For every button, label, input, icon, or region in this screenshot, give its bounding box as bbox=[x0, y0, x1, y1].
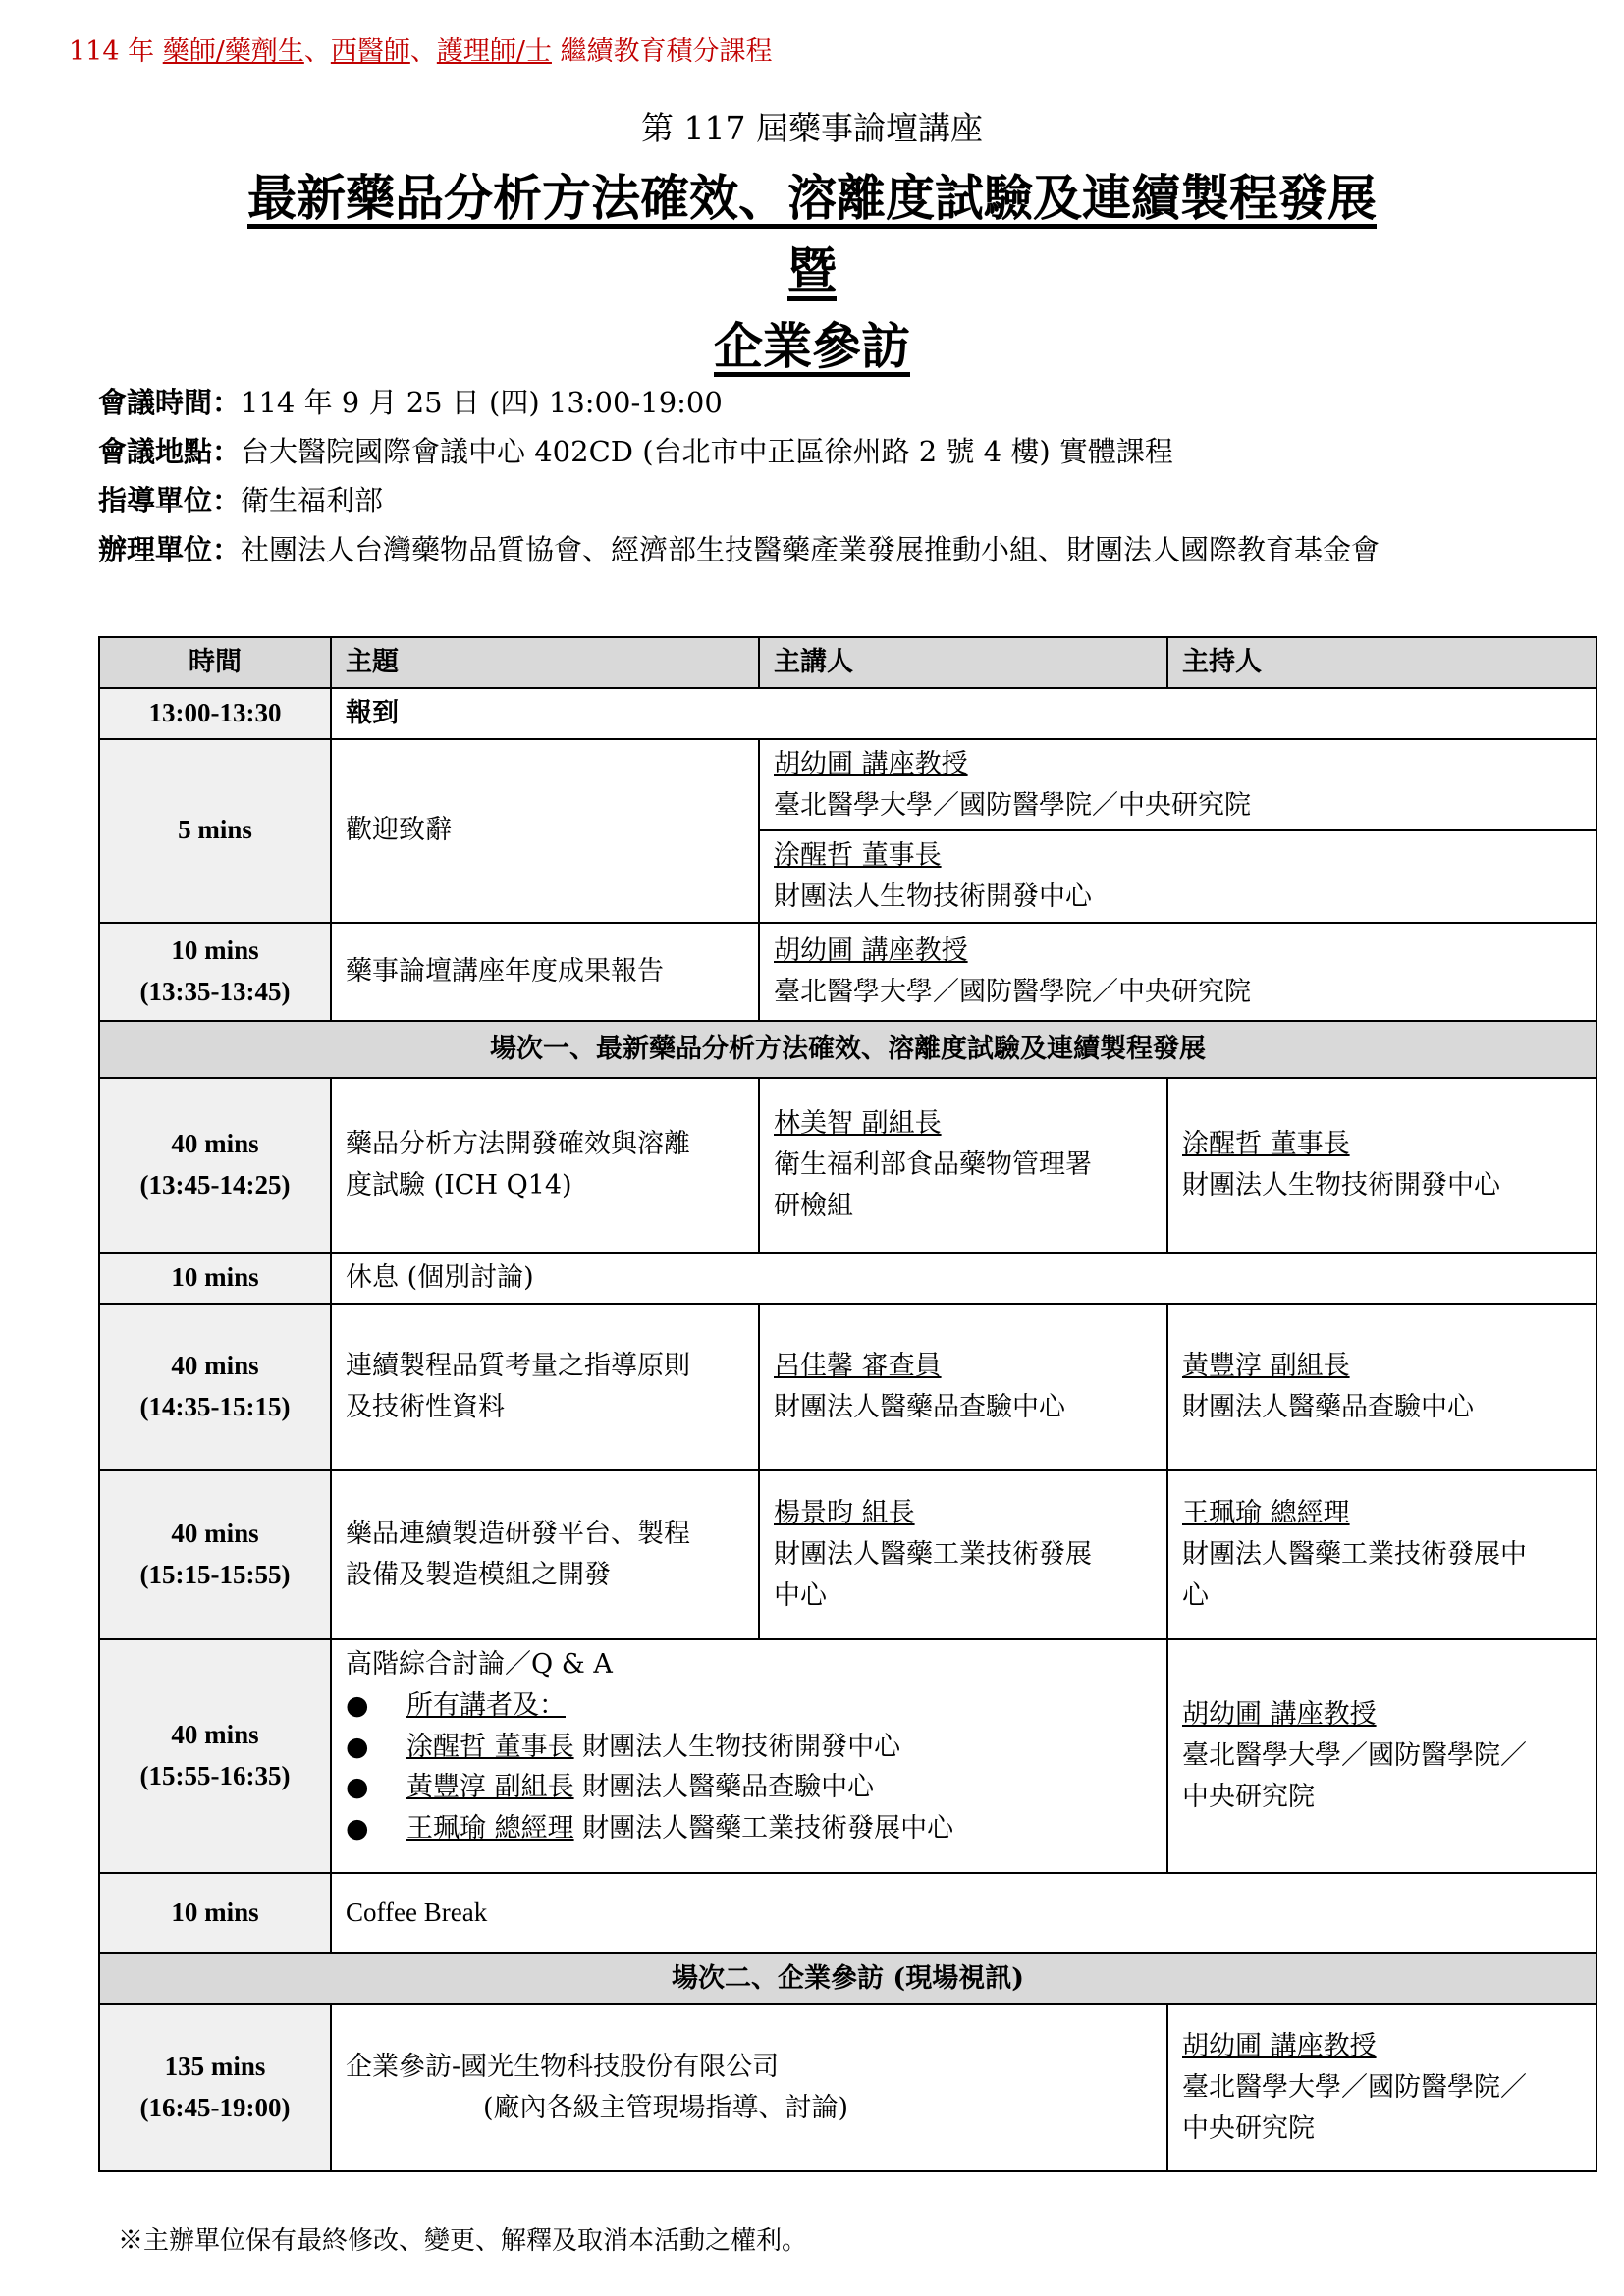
speaker-org: 臺北醫學大學／國防醫學院／中央研究院 bbox=[774, 789, 1251, 821]
moderator-name: 黃豐淳 副組長 bbox=[1182, 1351, 1350, 1382]
row-moderator: 王珮瑜 總經理 財團法人醫藥工業技術發展中 心 bbox=[1167, 1470, 1597, 1639]
header-moderator: 主持人 bbox=[1167, 637, 1597, 688]
session-2-title: 場次二、企業參訪 (現場視訊) bbox=[99, 1953, 1597, 2004]
bullet-icon: ● bbox=[346, 1689, 369, 1721]
row-topic: 連續製程品質考量之指導原則 及技術性資料 bbox=[331, 1304, 759, 1470]
event-title: 最新藥品分析方法確效、溶離度試驗及連續製程發展 bbox=[247, 169, 1377, 227]
header-topic: 主題 bbox=[331, 637, 759, 688]
bullet-icon: ● bbox=[346, 1772, 369, 1803]
row-time: 40 mins (14:35-15:15) bbox=[99, 1304, 331, 1470]
banner-sep: 、 bbox=[303, 36, 331, 67]
event-subtitle: 企業參訪 bbox=[714, 317, 910, 375]
row-speaker bbox=[759, 923, 1597, 1021]
speaker-org: 臺北醫學大學／國防醫學院／中央研究院 bbox=[774, 977, 1251, 1008]
welcome-speaker-1 bbox=[759, 739, 1597, 831]
session-1-title: 場次一、最新藥品分析方法確效、溶離度試驗及連續製程發展 bbox=[99, 1021, 1597, 1078]
banner-year: 114 年 bbox=[69, 36, 155, 67]
row-speaker: 楊景昀 組長 財團法人醫藥工業技術發展 中心 bbox=[759, 1470, 1167, 1639]
welcome-speaker-2 bbox=[759, 830, 1597, 923]
session-row bbox=[99, 1953, 1597, 2004]
bullet-icon: ● bbox=[346, 1731, 369, 1762]
disclaimer-footnote: ※主辦單位保有最終修改、變更、解釋及取消本活動之權利。 bbox=[118, 2226, 808, 2256]
row-moderator: 胡幼圃 講座教授 臺北醫學大學／國防醫學院／ 中央研究院 bbox=[1167, 2004, 1597, 2171]
row-time: 10 mins bbox=[99, 1873, 331, 1953]
row-topic: 報到 bbox=[331, 688, 1597, 739]
speaker-name: 林美智 副組長 bbox=[774, 1108, 942, 1140]
speaker-name: 楊景昀 組長 bbox=[774, 1498, 915, 1529]
moderator-name: 王珮瑜 總經理 bbox=[1182, 1498, 1350, 1529]
session-row bbox=[99, 1021, 1597, 1078]
row-moderator: 涂醒哲 董事長 財團法人生物技術開發中心 bbox=[1167, 1078, 1597, 1253]
table-row bbox=[99, 739, 1597, 831]
row-time: 5 mins bbox=[99, 739, 331, 923]
list-item: ● 王珮瑜 總經理 財團法人醫藥工業技術發展中心 bbox=[346, 1808, 1153, 1849]
list-item: ● 所有講者及： bbox=[346, 1685, 1153, 1727]
event-series: 第 117 屆藥事論壇講座 bbox=[641, 109, 983, 147]
row-topic: Coffee Break bbox=[331, 1873, 1597, 1953]
speaker-name: 胡幼圃 講座教授 bbox=[774, 748, 968, 779]
row-topic: 藥品分析方法開發確效與溶離 度試驗 (ICH Q14) bbox=[331, 1078, 759, 1253]
supervising-unit: 指導單位：衛生福利部 bbox=[98, 484, 384, 517]
banner-suffix: 繼續教育積分課程 bbox=[560, 36, 773, 67]
banner-role-physician: 西醫師 bbox=[330, 36, 410, 67]
credit-course-banner bbox=[69, 29, 773, 68]
row-time: 13:00-13:30 bbox=[99, 688, 331, 739]
moderator-name: 胡幼圃 講座教授 bbox=[1182, 2030, 1377, 2061]
row-speaker: 呂佳馨 審查員 財團法人醫藥品查驗中心 bbox=[759, 1304, 1167, 1470]
speaker-name: 胡幼圃 講座教授 bbox=[774, 935, 968, 967]
moderator-name: 涂醒哲 董事長 bbox=[1182, 1129, 1350, 1160]
row-time: 135 mins (16:45-19:00) bbox=[99, 2004, 331, 2171]
header-time: 時間 bbox=[99, 637, 331, 688]
meeting-time: 會議時間：114 年 9 月 25 日 (四) 13:00-19:00 bbox=[98, 386, 723, 419]
speaker-name: 涂醒哲 董事長 bbox=[774, 840, 942, 872]
banner-role-nurse: 護理師/士 bbox=[436, 36, 552, 67]
speaker-org: 財團法人生物技術開發中心 bbox=[774, 881, 1092, 913]
table-row bbox=[99, 2004, 1597, 2171]
panel-discussion bbox=[331, 1639, 1167, 1873]
row-topic: 藥事論壇講座年度成果報告 bbox=[331, 923, 759, 1021]
schedule-table bbox=[98, 636, 1597, 2172]
speaker-name: 呂佳馨 審查員 bbox=[774, 1351, 942, 1382]
banner-role-pharmacist: 藥師/藥劑生 bbox=[162, 36, 304, 67]
table-row bbox=[99, 923, 1597, 1021]
table-row bbox=[99, 1639, 1597, 1873]
event-title-conjunction: 暨 bbox=[787, 241, 837, 299]
panel-title: 高階綜合討論／Q & A bbox=[346, 1648, 613, 1680]
organizing-units: 辦理單位：社團法人台灣藥物品質協會、經濟部生技醫藥產業發展推動小組、財團法人國際教育基金會 bbox=[98, 533, 1380, 566]
banner-sep: 、 bbox=[409, 36, 437, 67]
row-moderator: 胡幼圃 講座教授 臺北醫學大學／國防醫學院／ 中央研究院 bbox=[1167, 1639, 1597, 1873]
table-header-row bbox=[99, 637, 1597, 688]
row-topic: 休息 (個別討論) bbox=[331, 1253, 1597, 1304]
row-time: 40 mins (15:55-16:35) bbox=[99, 1639, 331, 1873]
row-speaker: 林美智 副組長 衛生福利部食品藥物管理署 研檢組 bbox=[759, 1078, 1167, 1253]
moderator-name: 胡幼圃 講座教授 bbox=[1182, 1699, 1377, 1731]
list-item: ● 黃豐淳 副組長 財團法人醫藥品查驗中心 bbox=[346, 1767, 1153, 1808]
row-time: 10 mins bbox=[99, 1253, 331, 1304]
bullet-icon: ● bbox=[346, 1813, 369, 1844]
table-row bbox=[99, 1304, 1597, 1470]
table-row bbox=[99, 1873, 1597, 1953]
header-speaker: 主講人 bbox=[759, 637, 1167, 688]
meeting-location: 會議地點：台大醫院國際會議中心 402CD (台北市中正區徐州路 2 號 4 樓) 實體課程 bbox=[98, 435, 1173, 468]
row-time: 40 mins (15:15-15:55) bbox=[99, 1470, 331, 1639]
row-topic: 企業參訪-國光生物科技股份有限公司 (廠內各級主管現場指導、討論) bbox=[331, 2004, 1167, 2171]
list-item: ● 涂醒哲 董事長 財團法人生物技術開發中心 bbox=[346, 1727, 1153, 1768]
table-row bbox=[99, 1253, 1597, 1304]
table-row bbox=[99, 1078, 1597, 1253]
row-moderator: 黃豐淳 副組長 財團法人醫藥品查驗中心 bbox=[1167, 1304, 1597, 1470]
row-topic: 歡迎致辭 bbox=[331, 739, 759, 923]
row-topic: 藥品連續製造研發平台、製程 設備及製造模組之開發 bbox=[331, 1470, 759, 1639]
table-row bbox=[99, 1470, 1597, 1639]
row-time: 40 mins (13:45-14:25) bbox=[99, 1078, 331, 1253]
row-time: 10 mins (13:35-13:45) bbox=[99, 923, 331, 1021]
table-row bbox=[99, 688, 1597, 739]
